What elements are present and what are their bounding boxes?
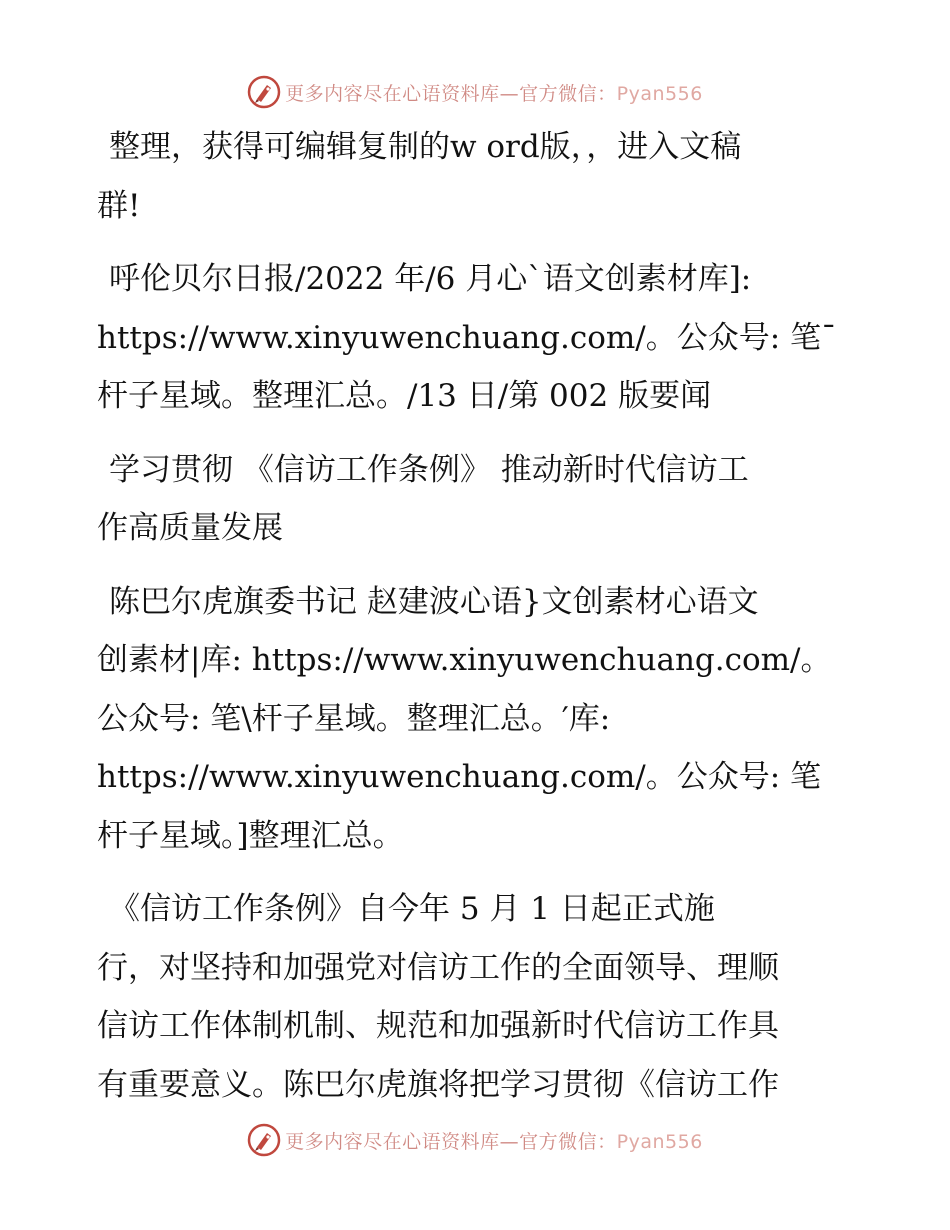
article-author: 陈巴尔虎旗委书记 赵建波心语}文创素材心语文 创素材|库: https://www.xinyuwenchuang.com/。 公众号: 笔\杆子星域。整理汇总。′库: https://www.xinyuwenchuang.com/。公众号: 笔 杆子星域。]整理汇总。 — [97, 583, 832, 854]
watermark-text: 更多内容尽在心语资料库—官方微信：Pyan556 — [285, 1130, 703, 1153]
document-body — [97, 118, 857, 1129]
pen-nib-circle-icon — [247, 75, 281, 109]
pen-nib-circle-icon — [247, 1123, 281, 1157]
paragraph-body: 《信访工作条例》自今年 5 月 1 日起正式施 行，对坚持和加强党对信访工作的全面领导、理顺 信访工作体制机制、规范和加强新时代信访工作具 有重要意义。陈巴尔虎旗将把学习贯彻《信访工作 — [97, 891, 779, 1103]
article-title: 学习贯彻 《信访工作条例》 推动新时代信访工 作高质量发展 — [97, 451, 749, 546]
paragraph-intro: 整理，获得可编辑复制的w ord版，，进入文稿 群! — [97, 129, 742, 224]
header-watermark — [0, 72, 950, 112]
paragraph-source: 呼伦贝尔日报/2022 年/6 月心`语文创素材库]: https://www.xinyuwenchuang.com/。公众号: 笔¯ 杆子星域。整理汇总。/13 日/第 002 版要闻 — [97, 261, 837, 414]
footer-watermark — [0, 1120, 950, 1160]
watermark-text: 更多内容尽在心语资料库—官方微信：Pyan556 — [285, 82, 703, 105]
